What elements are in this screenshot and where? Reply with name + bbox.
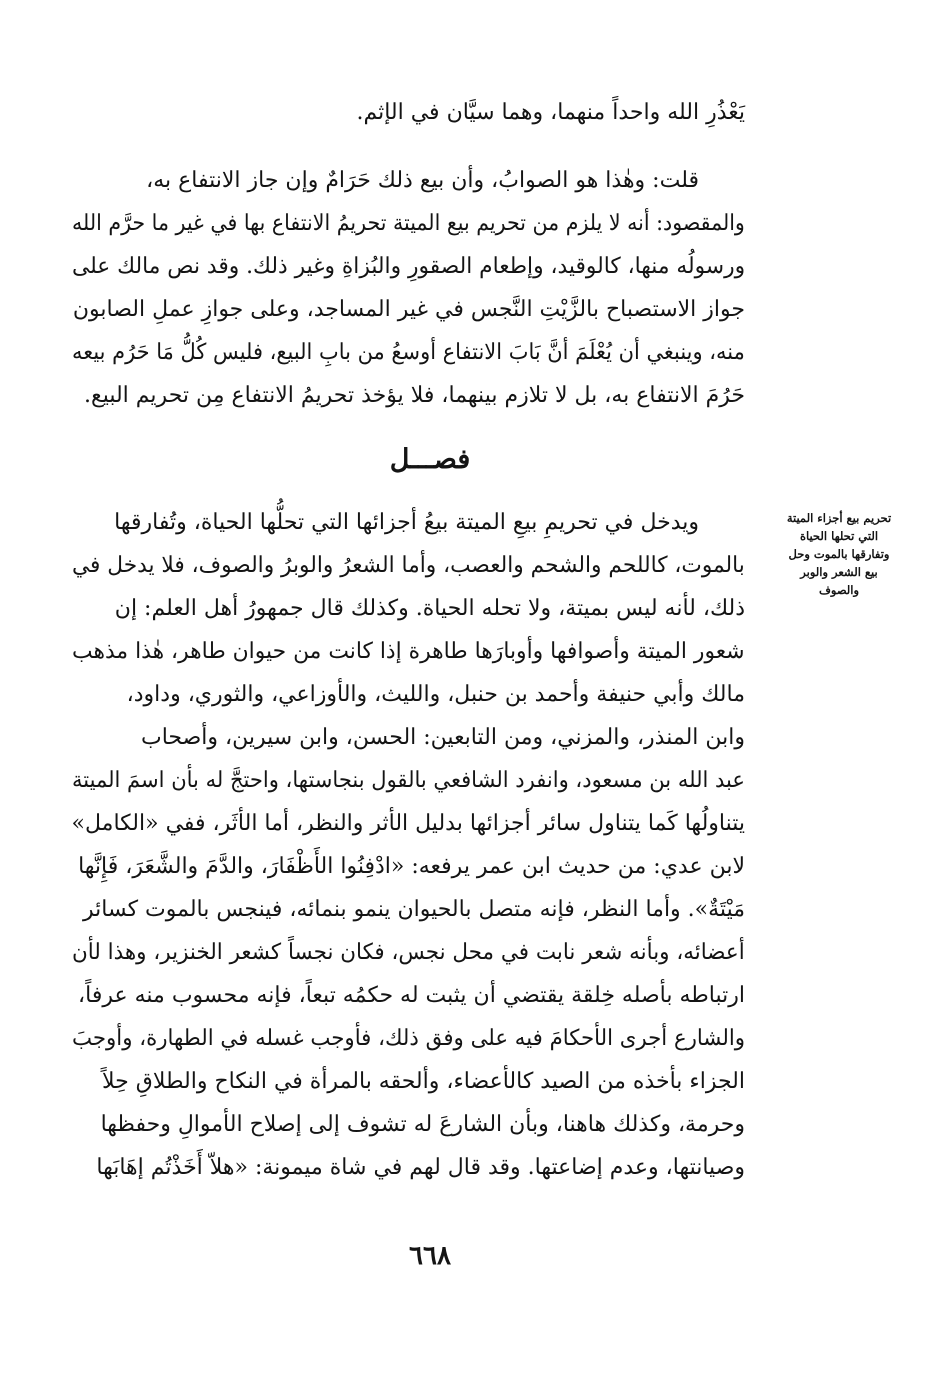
text-line: يَعْذُرِ الله واحداً منهما، وهما سيَّان في الإثم. (356, 100, 745, 125)
margin-note-line: التي تحلها الحياة (799, 529, 879, 543)
text-line: ارتباطه بأصله خِلقة يقتضي أن يثبت له حكمُه تبعاً، فإنه محسوب منه عرفاً، (78, 983, 745, 1008)
text-line: مالك وأبي حنيفة وأحمد بن حنبل، والليث، والأوزاعي، والثوري، وداود، (126, 682, 745, 707)
margin-note-line: تحريم بيع أجزاء الميتة (786, 511, 892, 525)
text-line: حَرُمَ الانتفاع به، بل لا تلازم بينهما، فلا يؤخذ تحريمُ الانتفاع مِن تحريم البيع. (84, 383, 745, 408)
text-line: ويدخل في تحريمِ بيعِ الميتة بيعُ أجزائها التي تحلُّها الحياة، وتُفارقها (114, 510, 699, 535)
text-line: ذلك، لأنه ليس بميتة، ولا تحله الحياة. وكذلك قال جمهورُ أهل العلم: إن (114, 596, 745, 621)
margin-note-line: بيع الشعر والوبر (800, 565, 878, 579)
text-line: مَيْتَةٌ». وأما النظر، فإنه متصل بالحيوان ينمو بنمائه، فينجس بالموت كسائر (83, 897, 745, 922)
text-line: أعضائه، وبأنه شعر نابت في محل نجس، فكان نجساً كشعر الخنزير، وهذا لأن (72, 940, 745, 965)
margin-note-line: والصوف (818, 583, 860, 597)
text-line: قلت: وهٰذا هو الصوابُ، وأن بيع ذلك حَرَامٌ وإن جاز الانتفاع به، (146, 168, 699, 193)
page-number: ٦٦٨ (409, 1241, 451, 1271)
section-heading: فصـــل (389, 444, 471, 475)
text-line: وحرمة، وكذلك هاهنا، وبأن الشارعَ له تشوف إلى إصلاح الأموالِ وحفظها (100, 1112, 745, 1137)
text-line: بالموت، كاللحم والشحم والعصب، وأما الشعرُ والوبرُ والصوف، فلا يدخل في (72, 553, 745, 578)
margin-note-line: وتفارقها بالموت وحل (788, 547, 890, 561)
text-line: والشارع أجرى الأحكامَ فيه على وفق ذلك، فأوجب غسله في الطهارة، وأوجبَ (71, 1026, 745, 1051)
text-line: والمقصود: أنه لا يلزم من تحريم بيع الميتة تحريمُ الانتفاع بها في غير ما حرَّم الله (72, 211, 745, 236)
text-line: عبد الله بن مسعود، وانفرد الشافعي بالقول بنجاستها، واحتجَّ له بأن اسمَ الميتة (72, 768, 745, 793)
text-line: شعور الميتة وأصوافها وأوبارَها طاهرة إذا كانت من حيوان طاهر، هٰذا مذهب (72, 639, 745, 664)
text-line: جواز الاستصباح بالزَّيْتِ النَّجس في غير المساجد، وعلى جوازِ عملِ الصابون (72, 297, 745, 322)
text-line: منه، وينبغي أن يُعْلَمَ أنَّ بَابَ الانتفاع أوسعُ من بابِ البيع، فليس كُلُّ مَا حَرُم بيعه (72, 340, 745, 365)
text-line: يتناولُها كَما يتناول سائر أجزائها بدليل الأثر والنظر، أما الأثَر، ففي «الكامل» (71, 811, 745, 836)
text-line: وابن المنذر، والمزني، ومن التابعين: الحسن، وابن سيرين، وأصحاب (140, 725, 745, 750)
text-line: لابن عدي: من حديث ابن عمر يرفعه: «ادْفِنُوا الأَظْفَارَ، والدَّمَ والشَّعَرَ، فَإِنَّها (78, 854, 745, 879)
text-line: وصيانتها، وعدم إضاعتها. وقد قال لهم في شاة ميمونة: «هلاّ أَخَذْتُم إهَابَها (96, 1155, 745, 1180)
text-line: ورسولُه منها، كالوقيد، وإطعام الصقورِ والبُزاةِ وغير ذلك. وقد نص مالك على (71, 254, 745, 279)
text-line: الجزاء بأخذه من الصيد كالأعضاء، وألحقه بالمرأة في النكاح والطلاقِ حِلاً (102, 1069, 745, 1094)
